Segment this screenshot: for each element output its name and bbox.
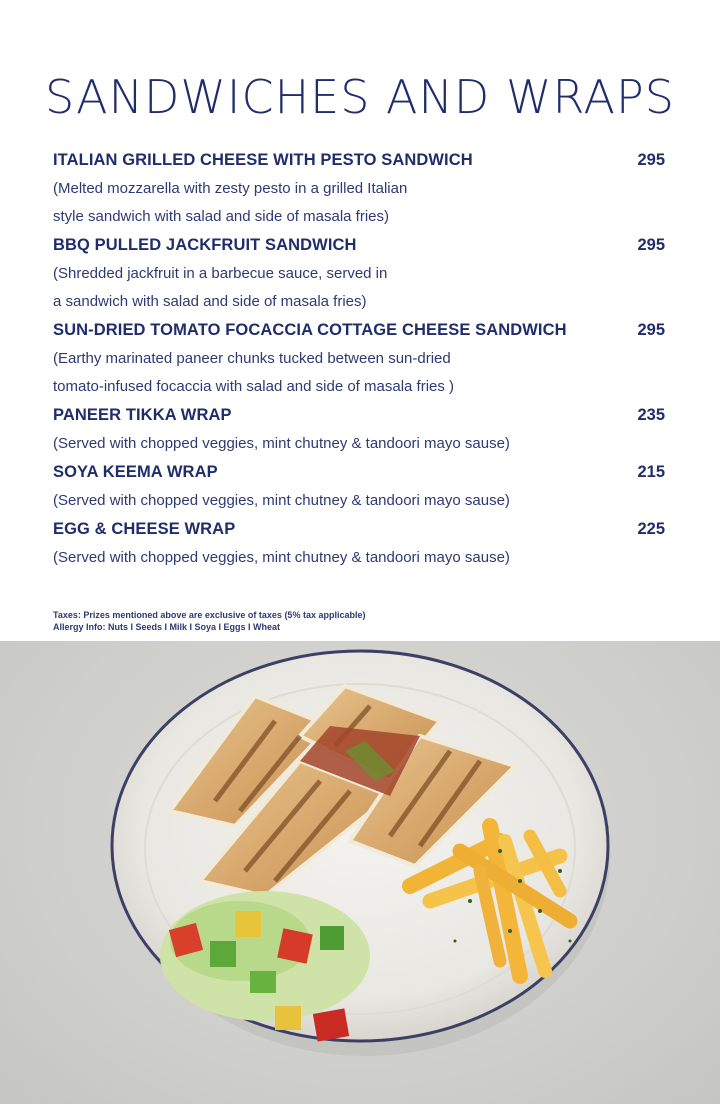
menu-item (53, 231, 667, 316)
item-price: 215 (637, 463, 665, 481)
item-name: ITALIAN GRILLED CHEESE WITH PESTO SANDWICH (53, 151, 473, 169)
menu-item-list (53, 146, 667, 572)
item-description: (Served with chopped veggies, mint chutney & tandoori mayo sause) (53, 435, 510, 452)
menu-item (53, 316, 667, 401)
item-name: SUN-DRIED TOMATO FOCACCIA COTTAGE CHEESE SANDWICH (53, 321, 567, 339)
menu-notes (53, 609, 365, 633)
item-price: 225 (637, 520, 665, 538)
item-description: (Shredded jackfruit in a barbecue sauce, served in (53, 265, 388, 282)
menu-item (53, 458, 667, 515)
menu-item (53, 401, 667, 458)
food-photo (0, 641, 720, 1104)
salad-icon (160, 891, 370, 1042)
menu-title: SANDWICHES AND WRAPS (45, 70, 675, 124)
item-name: EGG & CHEESE WRAP (53, 520, 236, 538)
item-description: (Served with chopped veggies, mint chutney & tandoori mayo sause) (53, 492, 510, 509)
item-description: (Earthy marinated paneer chunks tucked between sun-dried (53, 350, 451, 367)
menu-item (53, 515, 667, 572)
item-name: BBQ PULLED JACKFRUIT SANDWICH (53, 236, 357, 254)
menu-item (53, 146, 667, 231)
allergy-note: Allergy Info: Nuts I Seeds I Milk I Soya I Eggs I Wheat (53, 622, 281, 632)
item-description: a sandwich with salad and side of masala fries) (53, 293, 367, 310)
sandwich-plate-illustration (0, 641, 720, 1104)
item-price: 235 (637, 406, 665, 424)
item-price: 295 (637, 151, 665, 169)
item-description: (Served with chopped veggies, mint chutney & tandoori mayo sause) (53, 549, 510, 566)
item-description: style sandwich with salad and side of masala fries) (53, 208, 389, 225)
item-price: 295 (637, 321, 665, 339)
item-description: tomato-infused focaccia with salad and side of masala fries ) (53, 378, 455, 395)
item-price: 295 (637, 236, 665, 254)
item-description: (Melted mozzarella with zesty pesto in a grilled Italian (53, 180, 408, 197)
item-name: SOYA KEEMA WRAP (53, 463, 218, 481)
item-name: PANEER TIKKA WRAP (53, 406, 232, 424)
tax-note: Taxes: Prizes mentioned above are exclusive of taxes (5% tax applicable) (53, 610, 366, 620)
